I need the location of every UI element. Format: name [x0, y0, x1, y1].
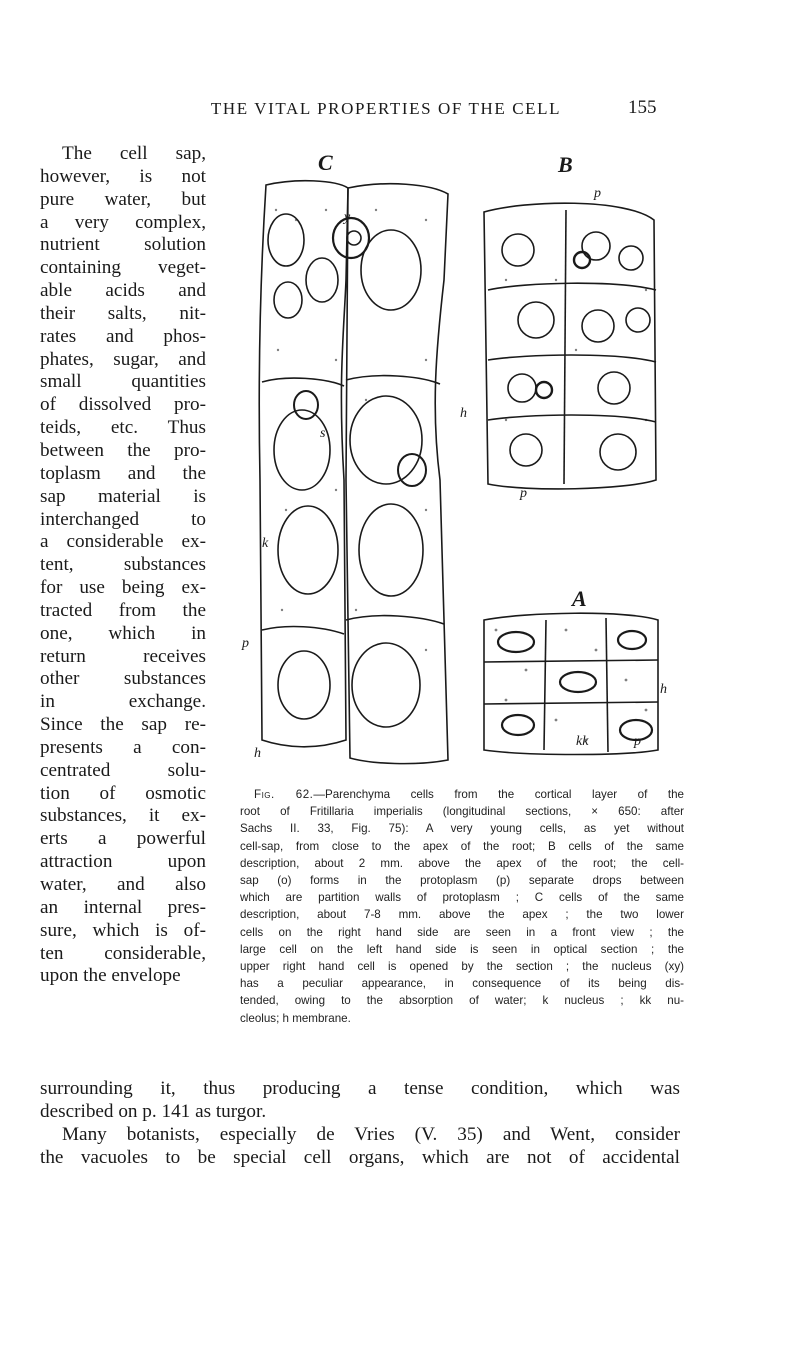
label-p: p: [594, 186, 601, 201]
caption-line: upper right hand cell is opened by the section ; the nucleus (xy): [240, 960, 684, 974]
text-line: in exchange.: [40, 691, 206, 713]
text-line: sap material is: [40, 485, 206, 507]
text-line: interchanged to: [40, 508, 206, 530]
text-line: phates, sugar, and: [40, 348, 206, 370]
text-line: The cell sap,: [62, 143, 206, 164]
caption-line: Sachs II. 33, Fig. 75): A very young cells, as yet without: [240, 822, 684, 836]
text-line: substances, it ex-: [40, 805, 206, 827]
text-line: surrounding it, thus producing a tense condition, which was: [40, 1078, 680, 1099]
caption-line: large cell on the left hand side is seen in optical section ; the: [240, 942, 684, 956]
text-line: attraction upon: [40, 851, 206, 873]
text-line: one, which in: [40, 622, 206, 644]
page-number: 155: [628, 97, 657, 118]
cell-illustration: [226, 150, 684, 770]
caption-line: has a peculiar appearance, in consequence of its being dis-: [240, 977, 684, 991]
caption-line: description, about 7-8 mm. above the apex ; the two lower: [240, 908, 684, 922]
caption-line: cleolus; h membrane.: [240, 1011, 351, 1025]
text-line: a considerable ex-: [40, 531, 206, 553]
caption-line: [240, 786, 684, 803]
label-h: h: [460, 406, 467, 421]
text-line: return receives: [40, 645, 206, 667]
caption-line: cell-sap, from close to the apex of the root; B cells of the same: [240, 839, 684, 853]
caption-line: root of Fritillaria imperialis (longitudinal sections, × 650: after: [240, 805, 684, 819]
side-paragraph: [40, 143, 206, 988]
label-p: p: [242, 636, 249, 651]
text-line: described on p. 141 as turgor.: [40, 1101, 267, 1122]
label-a: A: [572, 586, 587, 611]
caption-line: description, about 2 mm. above the apex of the root; the cell-: [240, 856, 684, 870]
text-line: water, and also: [40, 874, 206, 895]
text-line: Since the sap re-: [40, 714, 206, 736]
caption-line: sap (o) forms in the protoplasm (p) separate drops between: [240, 874, 684, 888]
text-line: pure water, but: [40, 188, 206, 210]
text-line: tion of osmotic: [40, 782, 206, 804]
text-line: teids, etc. Thus: [40, 417, 206, 439]
label-c: C: [318, 150, 333, 175]
text-line: nutrient solution: [40, 234, 206, 256]
running-title: THE VITAL PROPERTIES OF THE CELL: [210, 99, 562, 118]
label-h: h: [660, 682, 667, 697]
text-line: upon the envelope: [40, 965, 181, 987]
text-line: able acids and: [40, 280, 206, 302]
text-line: tent, substances: [40, 554, 206, 576]
label-b: B: [558, 152, 573, 177]
text-line: tracted from the: [40, 599, 206, 621]
figure-number: Fig. 62.: [254, 788, 314, 801]
text-line: toplasm and the: [40, 462, 206, 484]
label-s: s: [320, 426, 326, 441]
text-line: a very complex,: [40, 211, 206, 233]
text-line: rates and phos-: [40, 325, 206, 347]
text-line: Many botanists, especially de Vries (V. 35) and Went, consider: [62, 1124, 680, 1145]
label-k: k: [262, 536, 269, 551]
label-y: y: [344, 210, 351, 225]
body-paragraph: [40, 1077, 680, 1169]
text-line: however, is not: [40, 165, 206, 187]
text-line: for use being ex-: [40, 577, 206, 599]
figure-caption: [240, 786, 684, 1027]
caption-text: —Parenchyma cells from the cortical layer of the: [313, 788, 684, 801]
text-line: ten considerable,: [40, 942, 206, 964]
text-line: presents a con-: [40, 736, 206, 758]
label-kk: kk: [576, 734, 589, 749]
text-line: their salts, nit-: [40, 302, 206, 324]
caption-line: which are partition walls of protoplasm ; C cells of the same: [240, 891, 684, 905]
text-line: erts a powerful: [40, 828, 206, 850]
caption-line: tended, owing to the absorption of water; k nucleus ; kk nu-: [240, 994, 684, 1008]
text-line: centrated solu-: [40, 759, 206, 781]
label-p: p: [634, 734, 641, 749]
label-p: p: [520, 486, 527, 501]
text-line: an internal pres-: [40, 896, 206, 918]
text-line: containing veget-: [40, 257, 206, 279]
text-line: between the pro-: [40, 439, 206, 461]
text-line: small quantities: [40, 371, 206, 393]
figure-parenchyma-cells: [226, 150, 684, 770]
caption-line: cells on the right hand side are seen in a front view ; the: [240, 925, 684, 939]
text-line: sure, which is of-: [40, 919, 206, 941]
text-line: the vacuoles to be special cell organs, which are not of accidental: [40, 1147, 680, 1168]
text-line: of dissolved pro-: [40, 394, 206, 416]
label-h: h: [254, 746, 261, 761]
text-line: other substances: [40, 668, 206, 690]
